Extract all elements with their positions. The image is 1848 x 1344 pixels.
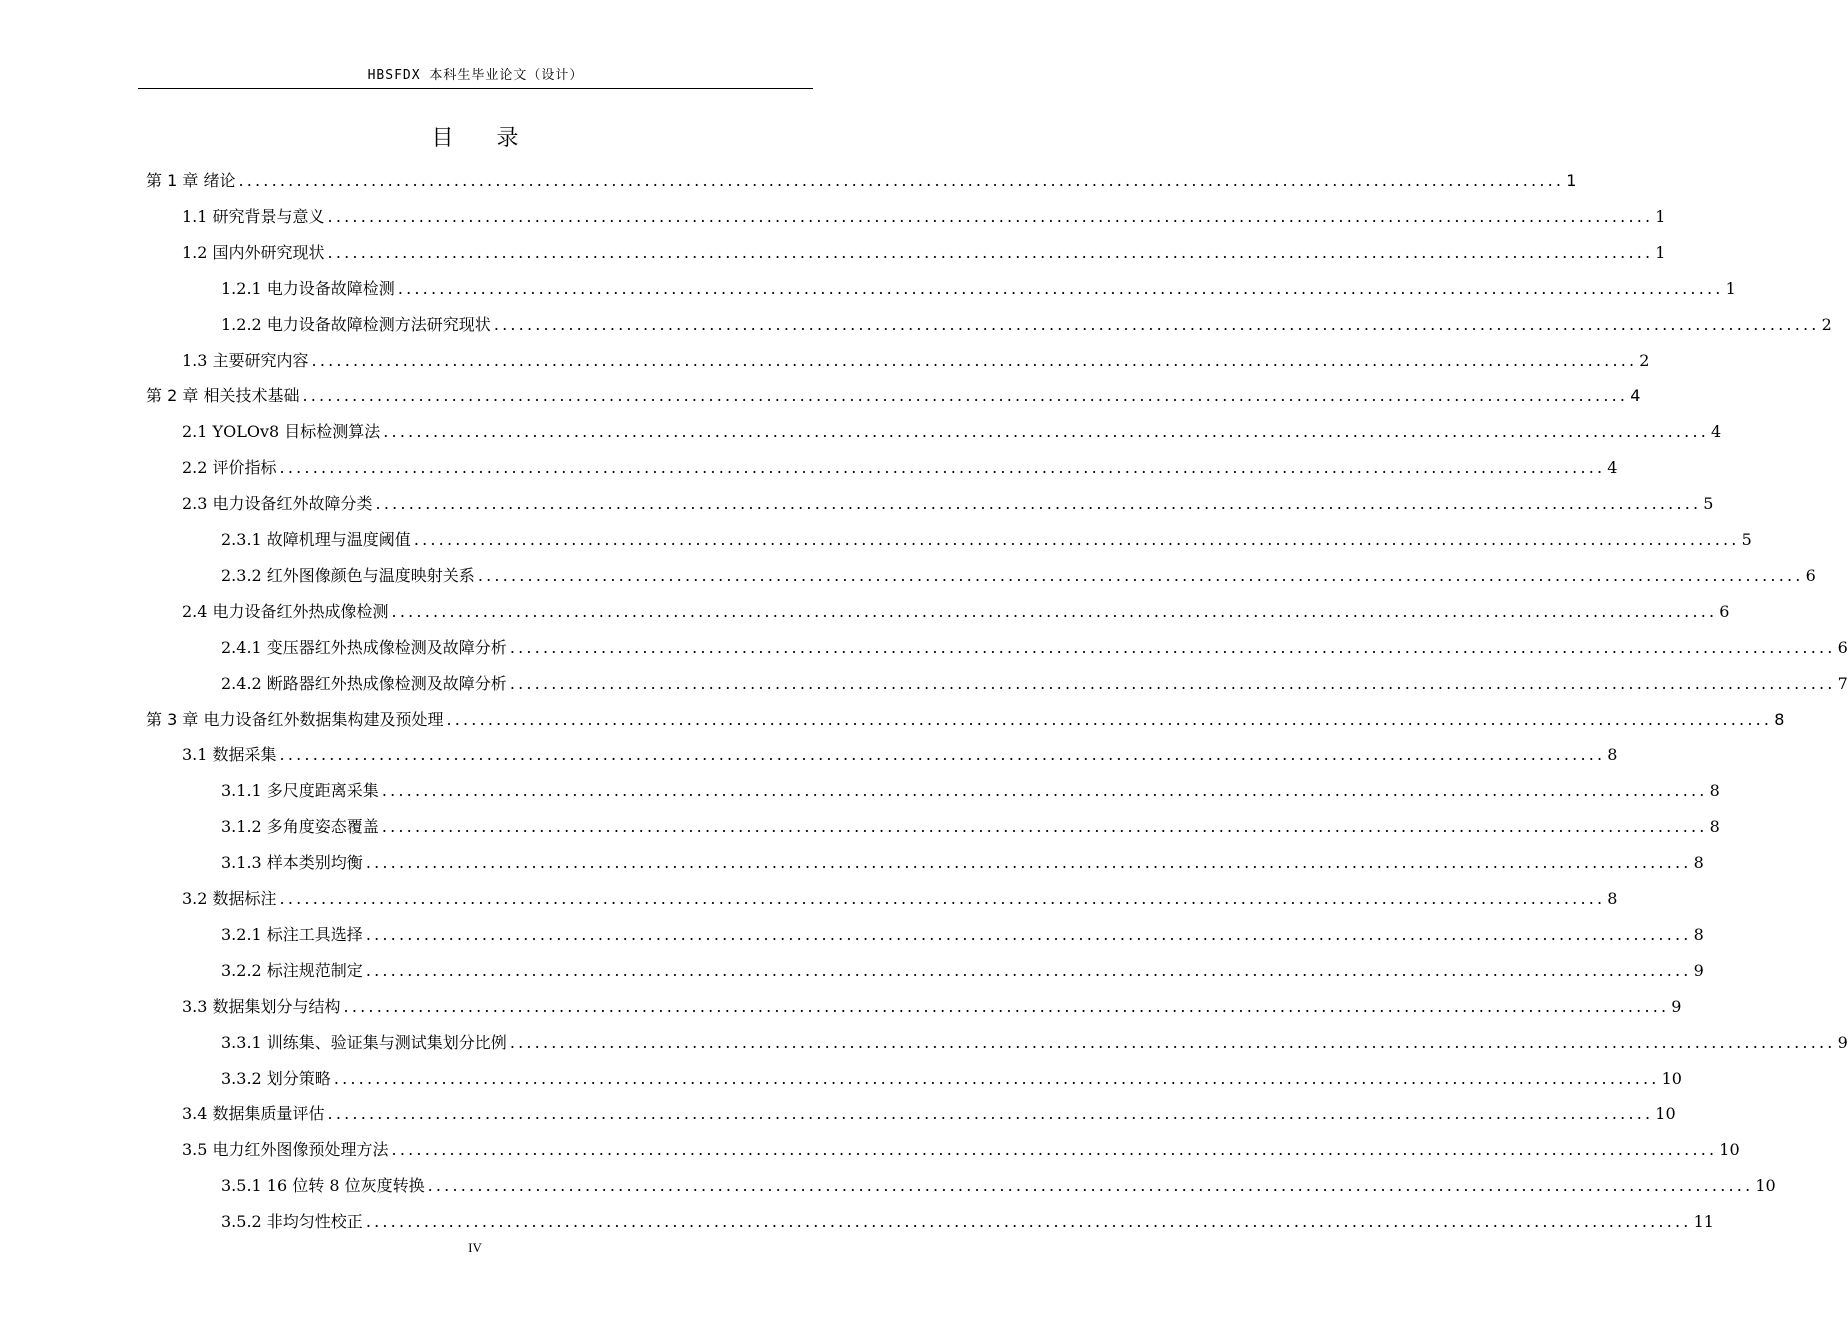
toc-entry-page: 6 bbox=[1805, 565, 1816, 585]
toc-dot-leader: ................................................................................................................................................................ bbox=[327, 242, 1654, 262]
toc-entry-title: 第 1 章 绪论 bbox=[146, 171, 236, 190]
toc-dot-leader: ................................................................................................................................................................ bbox=[327, 206, 1654, 226]
toc-entry[interactable] bbox=[221, 916, 1704, 946]
toc-entry[interactable] bbox=[221, 1203, 1714, 1233]
toc-entry-page: 2 bbox=[1821, 314, 1832, 334]
toc-entry[interactable] bbox=[221, 1060, 1682, 1090]
toc-dot-leader: ................................................................................................................................................................ bbox=[238, 171, 1565, 190]
toc-entry-page: 10 bbox=[1719, 1140, 1740, 1160]
toc-dot-leader: ................................................................................................................................................................ bbox=[509, 673, 1836, 693]
toc-entry-title: 3.2 数据标注 bbox=[182, 889, 277, 908]
toc-dot-leader: ................................................................................................................................................................ bbox=[397, 278, 1724, 298]
toc-entry-title: 2.4.2 断路器红外热成像检测及故障分析 bbox=[221, 673, 507, 693]
toc-entry[interactable] bbox=[182, 198, 1666, 228]
toc-dot-leader: ................................................................................................................................................................ bbox=[302, 386, 1629, 406]
toc-entry[interactable] bbox=[182, 413, 1722, 443]
toc-entry-title: 第 3 章 电力设备红外数据集构建及预处理 bbox=[146, 709, 444, 729]
toc-dot-leader: ................................................................................................................................................................ bbox=[327, 1104, 1654, 1124]
toc-entry[interactable] bbox=[221, 952, 1704, 982]
toc-dot-leader: ................................................................................................................................................................ bbox=[365, 853, 1692, 873]
toc-entry[interactable] bbox=[221, 306, 1832, 336]
toc-entry[interactable] bbox=[182, 880, 1618, 910]
toc-entry[interactable] bbox=[182, 342, 1650, 372]
toc-entry-title: 2.2 评价指标 bbox=[182, 458, 277, 478]
toc-dot-leader: ................................................................................................................................................................ bbox=[446, 709, 1773, 729]
toc-dot-leader: ................................................................................................................................................................ bbox=[391, 601, 1718, 621]
toc-entry[interactable] bbox=[182, 593, 1730, 623]
toc-dot-leader: ................................................................................................................................................................ bbox=[311, 350, 1638, 370]
toc-entry-page: 6 bbox=[1719, 601, 1730, 621]
toc-entry-title: 2.4 电力设备红外热成像检测 bbox=[182, 601, 389, 621]
toc-entry-title: 2.1 YOLOv8 目标检测算法 bbox=[182, 422, 381, 442]
toc-dot-leader: ................................................................................................................................................................ bbox=[477, 565, 1804, 585]
toc-entry-page: 8 bbox=[1693, 924, 1704, 944]
toc-dot-leader: ................................................................................................................................................................ bbox=[391, 1140, 1718, 1160]
toc-entry-page: 4 bbox=[1607, 458, 1618, 478]
toc-entry-page: 9 bbox=[1837, 1032, 1848, 1052]
toc-entry-page: 1 bbox=[1655, 206, 1666, 226]
toc-dot-leader: ................................................................................................................................................................ bbox=[381, 781, 1708, 801]
toc-entry-page: 4 bbox=[1630, 386, 1641, 406]
toc-dot-leader: ................................................................................................................................................................ bbox=[413, 530, 1740, 549]
toc-dot-leader: ................................................................................................................................................................ bbox=[279, 889, 1606, 908]
toc-entry[interactable] bbox=[146, 162, 1577, 192]
toc-entry-page: 7 bbox=[1837, 673, 1848, 693]
toc-entry-page: 8 bbox=[1607, 745, 1618, 765]
toc-dot-leader: ................................................................................................................................................................ bbox=[365, 960, 1692, 980]
toc-dot-leader: ................................................................................................................................................................ bbox=[279, 458, 1606, 478]
toc-entry-page: 4 bbox=[1711, 422, 1722, 442]
toc-entry[interactable] bbox=[182, 736, 1618, 766]
toc-entry-page: 5 bbox=[1703, 494, 1714, 514]
toc-entry-page: 9 bbox=[1693, 960, 1704, 980]
toc-entry-page: 10 bbox=[1661, 1068, 1682, 1088]
toc-entry-page: 10 bbox=[1755, 1176, 1776, 1196]
toc-entry-page: 9 bbox=[1671, 996, 1682, 1016]
toc-entry-page: 8 bbox=[1607, 889, 1618, 908]
toc-entry-title: 3.5 电力红外图像预处理方法 bbox=[182, 1140, 389, 1160]
toc-entry-title: 3.1.1 多尺度距离采集 bbox=[221, 781, 379, 801]
toc-dot-leader: ................................................................................................................................................................ bbox=[493, 314, 1820, 334]
toc-dot-leader: ................................................................................................................................................................ bbox=[509, 637, 1836, 657]
toc-entry-title: 2.3.1 故障机理与温度阈值 bbox=[221, 530, 411, 549]
toc-entry-title: 2.3 电力设备红外故障分类 bbox=[182, 494, 373, 514]
toc-entry-title: 3.3.2 划分策略 bbox=[221, 1068, 331, 1088]
toc-entry[interactable] bbox=[182, 485, 1714, 515]
toc-dot-leader: ................................................................................................................................................................ bbox=[365, 1212, 1692, 1232]
toc-entry[interactable] bbox=[221, 557, 1816, 587]
toc-entry[interactable] bbox=[221, 1024, 1848, 1054]
toc-entry-title: 3.3.1 训练集、验证集与测试集划分比例 bbox=[221, 1032, 507, 1052]
toc-dot-leader: ................................................................................................................................................................ bbox=[383, 422, 1710, 442]
toc-entry-page: 5 bbox=[1741, 530, 1752, 549]
page-title: 目 录 bbox=[431, 126, 537, 151]
toc-entry[interactable] bbox=[182, 234, 1666, 264]
toc-entry-title: 3.3 数据集划分与结构 bbox=[182, 996, 341, 1016]
toc-entry-page: 11 bbox=[1693, 1212, 1714, 1232]
toc-entry-title: 3.1.3 样本类别均衡 bbox=[221, 853, 363, 873]
toc-entry-title: 3.2.1 标注工具选择 bbox=[221, 924, 363, 944]
toc-entry-title: 3.1 数据采集 bbox=[182, 745, 277, 765]
toc-dot-leader: ................................................................................................................................................................ bbox=[343, 996, 1670, 1016]
toc-entry[interactable] bbox=[221, 521, 1752, 551]
page-number: IV bbox=[468, 1240, 482, 1255]
toc-entry-page: 8 bbox=[1709, 817, 1720, 837]
toc-dot-leader: ................................................................................................................................................................ bbox=[333, 1068, 1660, 1088]
toc-entry[interactable] bbox=[221, 1167, 1776, 1197]
toc-entry[interactable] bbox=[182, 449, 1618, 479]
toc-dot-leader: ................................................................................................................................................................ bbox=[279, 745, 1606, 765]
toc-entry[interactable] bbox=[221, 665, 1848, 695]
toc-entry-title: 3.1.2 多角度姿态覆盖 bbox=[221, 817, 379, 837]
toc-dot-leader: ................................................................................................................................................................ bbox=[427, 1176, 1754, 1196]
toc-entry[interactable] bbox=[146, 701, 1785, 731]
toc-entry-page: 1 bbox=[1566, 171, 1577, 190]
toc-dot-leader: ................................................................................................................................................................ bbox=[365, 924, 1692, 944]
toc-entry-title: 3.2.2 标注规范制定 bbox=[221, 960, 363, 980]
toc-entry-page: 8 bbox=[1774, 709, 1785, 729]
toc-entry-title: 3.5.2 非均匀性校正 bbox=[221, 1212, 363, 1232]
toc-entry-page: 10 bbox=[1655, 1104, 1676, 1124]
toc-entry[interactable] bbox=[221, 772, 1720, 802]
toc-entry-title: 3.4 数据集质量评估 bbox=[182, 1104, 325, 1124]
toc-dot-leader: ................................................................................................................................................................ bbox=[381, 817, 1708, 837]
toc-dot-leader: ................................................................................................................................................................ bbox=[509, 1032, 1836, 1052]
toc-entry[interactable] bbox=[221, 844, 1704, 874]
toc-entry-page: 8 bbox=[1709, 781, 1720, 801]
toc-entry[interactable] bbox=[221, 629, 1848, 659]
toc-entry-title: 1.1 研究背景与意义 bbox=[182, 206, 325, 226]
toc-entry-page: 8 bbox=[1693, 853, 1704, 873]
toc-entry-page: 1 bbox=[1655, 242, 1666, 262]
toc-entry[interactable] bbox=[221, 808, 1720, 838]
toc-entry[interactable] bbox=[182, 988, 1682, 1018]
toc-entry[interactable] bbox=[146, 377, 1641, 407]
toc-entry-page: 1 bbox=[1725, 278, 1736, 298]
toc-entry-title: 3.5.1 16 位转 8 位灰度转换 bbox=[221, 1176, 425, 1196]
page-header: HBSFDX 本科生毕业论文（设计） bbox=[138, 66, 813, 89]
toc-entry-title: 1.3 主要研究内容 bbox=[182, 350, 309, 370]
toc-entry-title: 2.3.2 红外图像颜色与温度映射关系 bbox=[221, 565, 475, 585]
toc-entry[interactable] bbox=[221, 270, 1736, 300]
toc-entry-page: 6 bbox=[1837, 637, 1848, 657]
toc-dot-leader: ................................................................................................................................................................ bbox=[375, 494, 1702, 514]
toc-entry-title: 1.2.2 电力设备故障检测方法研究现状 bbox=[221, 314, 491, 334]
toc-entry[interactable] bbox=[182, 1131, 1740, 1161]
toc-entry-title: 2.4.1 变压器红外热成像检测及故障分析 bbox=[221, 637, 507, 657]
toc-entry[interactable] bbox=[182, 1095, 1676, 1125]
toc-entry-title: 1.2 国内外研究现状 bbox=[182, 242, 325, 262]
toc-entry-title: 1.2.1 电力设备故障检测 bbox=[221, 278, 395, 298]
toc-entry-title: 第 2 章 相关技术基础 bbox=[146, 386, 300, 406]
toc-entry-page: 2 bbox=[1639, 350, 1650, 370]
